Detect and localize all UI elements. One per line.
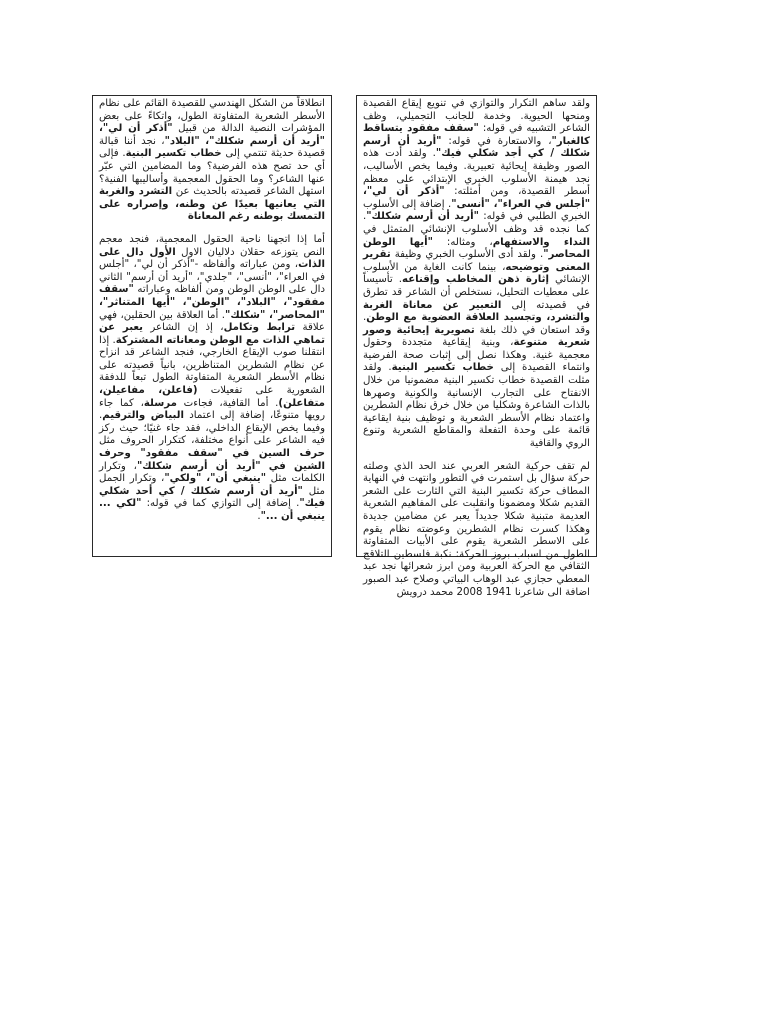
body-text: ، بينما كانت الغاية من الأسلوب الإنشائي xyxy=(363,261,591,286)
body-text: ، إذ إن الشاعر xyxy=(142,322,224,334)
body-text: انطلاقاً من الشكل الهندسي للقصيدة القائم على نظام الأسطر الشعرية المتفاوتة الطول، واتكاءً على بعض المؤشرات النصية الدالة من قبيل xyxy=(99,98,325,135)
body-text: ولقد ساهم التكرار والتوازي في تنويع إيقاع القصيدة ومنحها الحيوية. وخدمة للجانب التجميلي، وظف الشاعر التشبيه في قوله: xyxy=(363,98,590,135)
left-text-column xyxy=(92,95,332,557)
body-text: . ولقد أدى الأسلوب الخبري وظيفة xyxy=(390,249,544,261)
body-text: . ولقد أدت هذه الصور وظيفة إيحائية تعبيرية. وفيما يخص الأساليب، نجد هيمنة الأسلوب الخبري الإبتدائي على معظم أسطر القصيدة، ومن أمثلته: xyxy=(363,148,590,198)
body-text: . إذا انتقلنا صوب الإيقاع الخارجي، فنجد الشاعر قد انزاح عن نظام الشطرين المتناظرين، بانياً قصيدته على نظام الأسطر الشعرية المتفاوتة الطول تبعاً للدفقة الشعورية على تفعيلات xyxy=(99,334,325,397)
body-text: . وفيما يخص الإيقاع الداخلي، فقد جاء غنيًا؛ حيث ركز فيه الشاعر على أنواع مختلفة، كتكرار الحروف مثل xyxy=(99,410,325,447)
body-text: . أما العلاقة بين الحقلين، فهي علاقة xyxy=(99,309,326,334)
body-text: الوطن ومن ألفاظه xyxy=(174,284,255,296)
emphasized-text: "أريد أن أرسم شكلك / كي أحد شكلي فيك" xyxy=(99,485,325,510)
emphasized-text: البياض والترقيم xyxy=(102,410,184,422)
emphasized-text: خطاب تكسير البنية xyxy=(391,362,494,374)
body-text: . ولقد مثلت القصيدة خطاب تكسير البنية مضمونيا من خلال الانفتاح على التجارب الإنسانية والكونية وصهرها بالذات الشاعرة وشكليا من خلال خرق نظام الشطرين واعتماد نظام الأسطر الشعرية و توظيف بنية ايقاعية قائمة على وحدة التفعلة والمقاطع الشعرية وتنوع الروي والقافية xyxy=(363,362,590,450)
emphasized-text: "أذكر أن لي"، "أجلس في العراء"، "أنسى" xyxy=(363,186,590,210)
emphasized-text: إثارة ذهن المخاطب وإقناعه xyxy=(402,274,549,286)
body-text: ، ومن عباراته وألفاظه -"أذكر أن لي"، "أجلس في العراء"، "أنسى"، "جلدي"، "أريد أن أرسم" الثاني دال على الوطن xyxy=(99,259,325,296)
emphasized-text: تصويرية إيحائية وصور شعرية متنوعة xyxy=(363,324,590,349)
body-text: وعباراته xyxy=(133,284,175,296)
body-text: أما إذا اتجهنا ناحية الحقول المعجمية، فنجد معجم النص يتوزعه حقلان دلاليان الاول xyxy=(99,233,326,258)
body-text: . تأسيساً على معطيات التحليل، نستخلص أن الشاعر قد تطرق في قصيدته إلى xyxy=(363,274,590,311)
body-text: ، وتكرار الكلمات مثل xyxy=(99,460,325,485)
body-text: . كما نجده قد وظف الأسلوب الإنشائي المتمثل في xyxy=(363,211,590,235)
emphasized-text: "لكي ... ينبغي أن ..." xyxy=(99,498,325,522)
body-text: . إضافة إلى الأسلوب الخبري الطلبي في قوله: xyxy=(363,198,591,223)
analysis-paragraph xyxy=(99,234,325,524)
body-text: . xyxy=(257,511,261,522)
body-text: ، كما جاء رويها متنوعًا، إضافة إلى اعتماد xyxy=(99,397,325,422)
emphasized-text: التعبير عن معاناة الغربة والتشرد، وتجسيد العلاقة العضوية مع الوطن xyxy=(363,299,590,324)
body-text: ، ومثاله: xyxy=(432,236,493,248)
body-text: . إضافة إلى التوازي كما في قوله: xyxy=(141,498,300,510)
body-text: . وقد استعان في ذلك بلغة xyxy=(363,312,590,336)
emphasized-text: "سقف مفقود"، "البلاد"، "الوطن"، "أيها المتناثر"، "المحاصر"، "شكلك" xyxy=(99,284,325,321)
emphasized-text: (فاعلن، مفاعيلن، متفاعلن) xyxy=(99,385,325,409)
emphasized-text: "أذكر أن لي"، "أريد أن أرسم شكلك"، "البلاد" xyxy=(99,123,325,147)
emphasized-text: تقرير المعنى وتوضيحه xyxy=(363,249,590,273)
intro-paragraph xyxy=(99,98,325,224)
emphasized-text: يعبر عن تماهي الذات مع الوطن ومعاناته المشتركة xyxy=(99,322,325,346)
emphasized-text: "أريد أن أرسم شكلك / كي أجد شكلي فيك" xyxy=(363,135,590,160)
emphasized-text: "أريد أن أرسم شكلك" xyxy=(366,211,479,223)
body-text: . فإلى أي حد تصح هذه الفرضية؟ وما المضامين التي عبّر عنها الشاعر؟ وما الحقول المعجمية وأساليبها الفنية؟ استهل الشاعر قصيدته بالحديث عن xyxy=(99,148,325,198)
body-text: ، وبنية إيقاعية متجددة وحقول معجمية غنية. وهكذا نصل إلى إثبات صحة الفرضية وانتماء القصيدة إلى xyxy=(363,337,590,374)
emphasized-text: التشرد والغربة التي يعانيها بعيدًا عن وطنه، وإصراره على التمسك بوطنه رغم المعاناة xyxy=(99,186,325,223)
body-text: لم تقف حركية الشعر العربي عند الحد الذي وصلته حركة سؤال بل استمرت في التطور وانتهت في النهاية المطاف حركة تكسير البنية التي الثارت على الشعر القديم شكلا ومضمونا وانقلبت على المفاهيم الشعرية العديمة متبنية شكلا جديداً يعبر عن مضامين جديدة وهكذا كسرت نظام الشطرين وعوضته نظام يقوم على الاسطر الشعرية يقوم على الأبيات المتفاوتة الطول من اسباب بروز الحركة: نكبة فلسطين التلاقح الثقافي مع الحركة العربية ومن ابرز شعرائها نجد عبد المعطي حجازي عبد الوهاب البياتي وصلاح عبد الصبور اضافة الى شاعرنا 1941 2008 محمد درويش xyxy=(363,460,590,598)
emphasized-text: الأول دال على الذات xyxy=(99,246,325,271)
emphasized-text: "ينبغي أن"، "ولكي" xyxy=(164,473,267,485)
body-text: ، وتكرار الجمل مثل xyxy=(99,473,325,497)
emphasized-text: خطاب تكسير البنية xyxy=(125,148,222,160)
body-text: . أما القافية، فجاءت xyxy=(176,397,279,409)
emphasized-text: "سقف مفقود يتساقط كالغبار" xyxy=(363,123,590,147)
style-paragraph xyxy=(363,98,590,451)
context-paragraph xyxy=(363,461,590,600)
right-text-column xyxy=(356,95,597,598)
body-text: ، نجد أننا قبالة قصيدة حديثة تنتمي إلى xyxy=(99,135,325,160)
emphasized-text: مرسلة xyxy=(143,397,177,409)
emphasized-text: النداء والاستفهام xyxy=(492,236,590,248)
emphasized-text: حرف السين في "سقف مفقود" وحرف الشين في "أريد أن أرسم شكلك" xyxy=(99,448,326,472)
body-text: ، والاستعارة في قوله: xyxy=(441,135,552,147)
emphasized-text: ترابط وتكامل xyxy=(223,322,296,334)
emphasized-text: "أيها الوطن المحاصر" xyxy=(363,236,590,261)
